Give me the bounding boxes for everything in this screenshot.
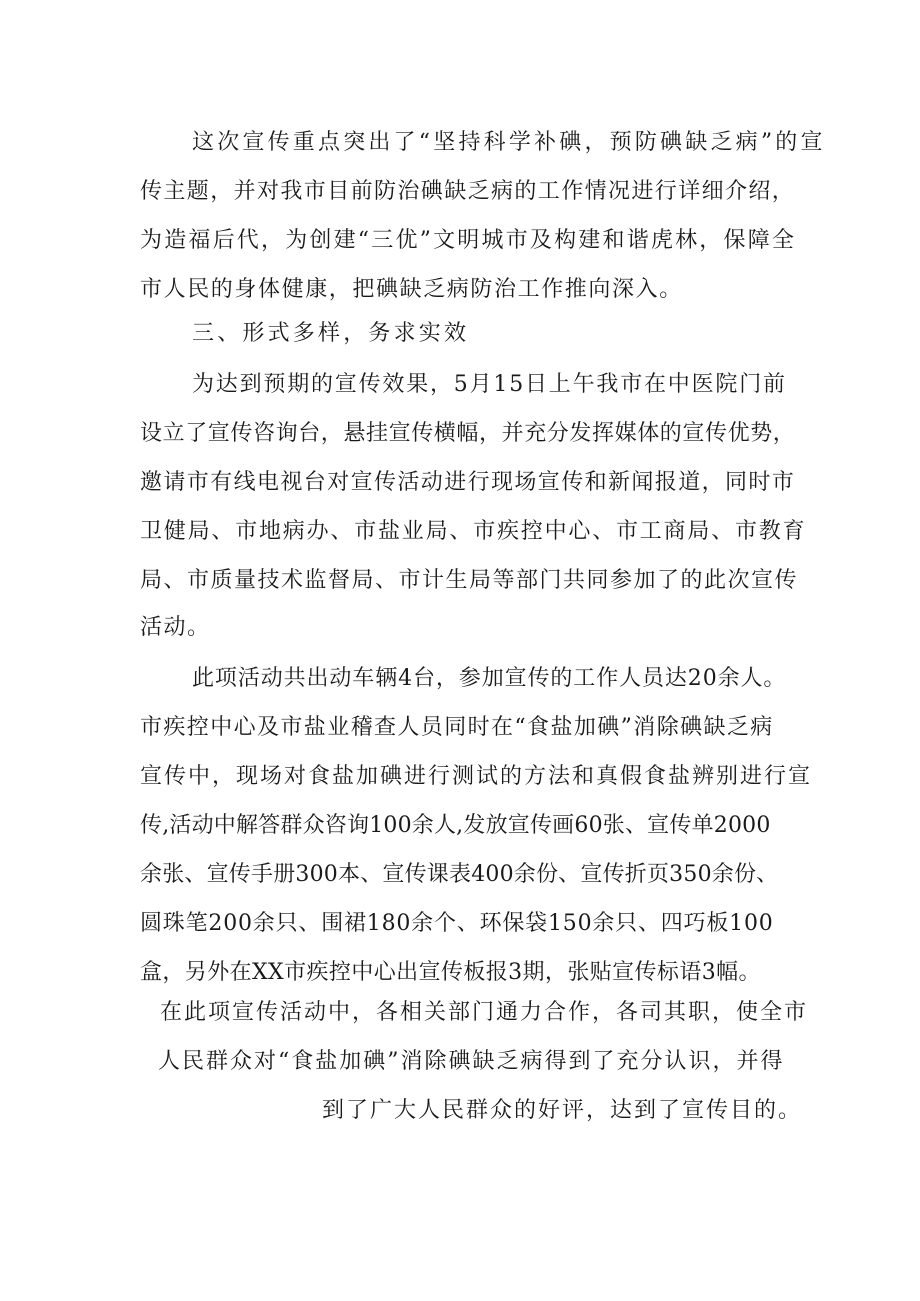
paragraph-2-line-4: 卫健局、市地病办、市盐业局、市疾控中心、市工商局、市教育 bbox=[140, 519, 807, 544]
paragraph-3-line-2: 市疾控中心及市盐业稽查人员同时在“食盐加碘”消除碘缺乏病 bbox=[140, 715, 774, 740]
paragraph-2-line-1: 为达到预期的宣传效果，5月15日上午我市在中医院门前 bbox=[192, 372, 787, 397]
paragraph-4-line-3: 到了广大人民群众的好评，达到了宣传目的。 bbox=[322, 1098, 803, 1123]
paragraph-2-line-6: 活动。 bbox=[140, 615, 211, 640]
paragraph-1-line-4: 市人民的身体健康，把碘缺乏病防治工作推向深入。 bbox=[140, 277, 683, 302]
paragraph-2-line-2: 设立了宣传咨询台，悬挂宣传横幅，并充分发挥媒体的宣传优势， bbox=[140, 421, 796, 446]
paragraph-1-line-1: 这次宣传重点突出了“坚持科学补碘，预防碘缺乏病”的宣 bbox=[192, 130, 826, 155]
paragraph-3-line-1: 此项活动共出动车辆4台，参加宣传的工作人员达20余人。 bbox=[192, 666, 787, 691]
paragraph-2-line-3: 邀请市有线电视台对宣传活动进行现场宣传和新闻报道，同时市 bbox=[140, 470, 796, 495]
paragraph-3-line-5: 余张、宣传手册300本、宣传课表400余份、宣传折页350余份、 bbox=[140, 862, 779, 887]
paragraph-2-line-5: 局、市质量技术监督局、市计生局等部门共同参加了的此次宣传 bbox=[140, 568, 799, 593]
paragraph-4-line-1: 在此项宣传活动中，各相关部门通力合作，各司其职，使全市 bbox=[160, 1000, 809, 1025]
paragraph-1-line-3: 为造福后代，为创建“三优”文明城市及构建和谐虎林，保障全 bbox=[140, 228, 797, 253]
paragraph-3-line-4: 传,活动中解答群众咨询100余人,发放宣传画60张、宣传单2000 bbox=[140, 813, 771, 838]
paragraph-4-line-2: 人民群众对“食盐加碘”消除碘缺乏病得到了充分认识，并得 bbox=[158, 1049, 785, 1074]
paragraph-1-line-2: 传主题，并对我市目前防治碘缺乏病的工作情况进行详细介绍， bbox=[140, 179, 796, 204]
section-heading-3: 三、形式多样，务求实效 bbox=[192, 321, 470, 346]
paragraph-3-line-6: 圆珠笔200余只、围裙180余个、环保袋150余只、四巧板100 bbox=[140, 911, 774, 936]
paragraph-3-line-3: 宣传中，现场对食盐加碘进行测试的方法和真假食盐辨别进行宣 bbox=[140, 764, 813, 789]
paragraph-3-line-7: 盒，另外在XX市疾控中心出宣传板报3期，张贴宣传标语3幅。 bbox=[140, 960, 761, 985]
